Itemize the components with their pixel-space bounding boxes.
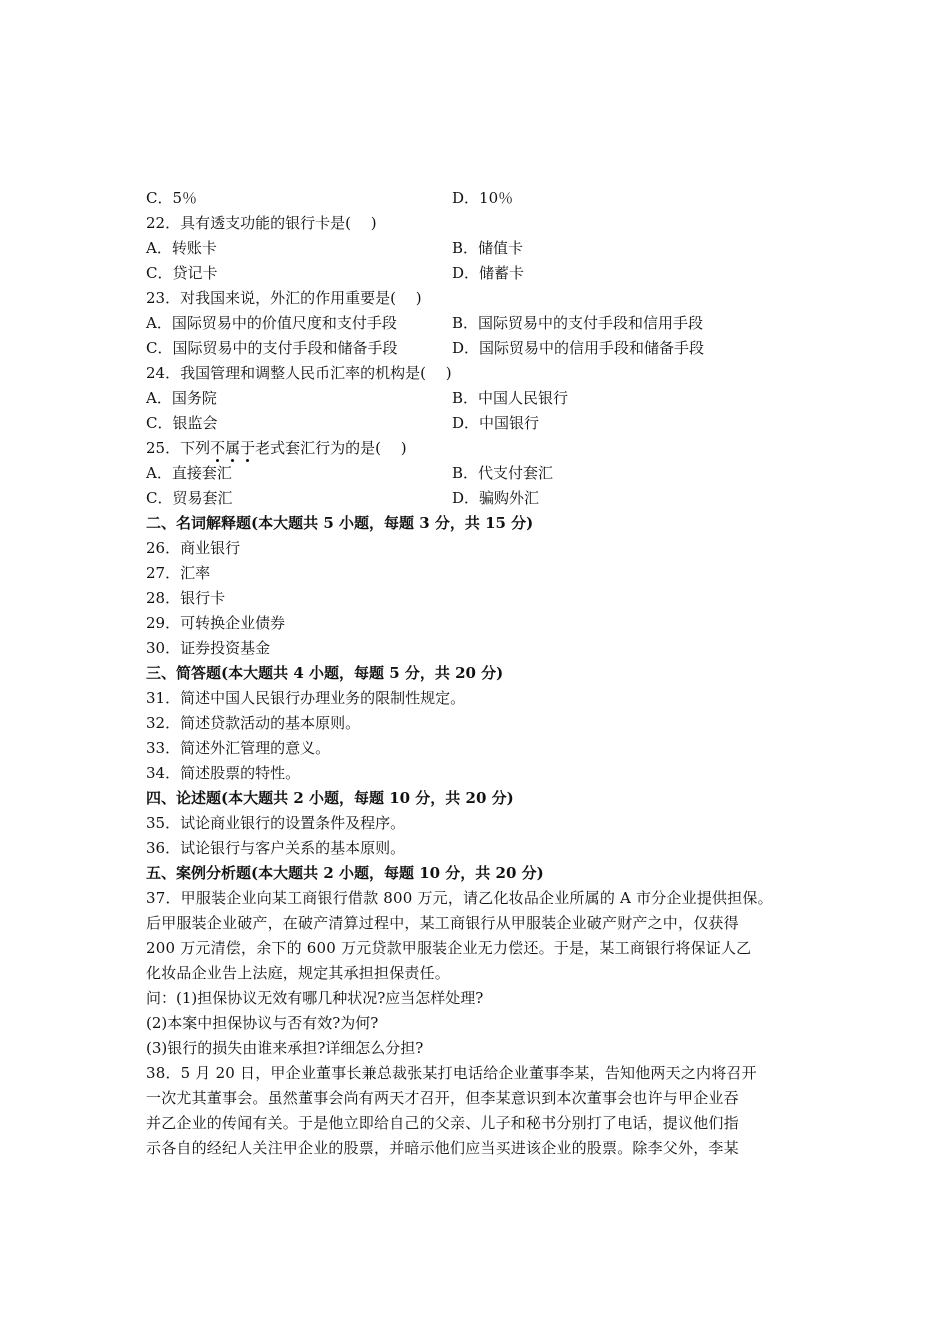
section2-item: 27．汇率	[146, 564, 211, 582]
q22-option-a: A．转账卡	[146, 239, 217, 257]
q37-line: 化妆品企业告上法庭，规定其承担担保责任。	[146, 964, 451, 982]
section5-heading: 五、案例分析题(本大题共 2 小题，每题 10 分，共 20 分)	[146, 864, 544, 882]
section3-item: 32．简述贷款活动的基本原则。	[146, 714, 361, 732]
q24-option-c: C．银监会	[146, 414, 218, 432]
q37-line: 37．甲服装企业向某工商银行借款 800 万元，请乙化妆品企业所属的 A 市分企业提供担保。	[146, 889, 773, 907]
section3-item: 34．简述股票的特性。	[146, 764, 301, 782]
q38-line: 示各自的经纪人关注甲企业的股票，并暗示他们应当买进该企业的股票。除李父外，李某	[146, 1139, 739, 1157]
section3-item: 31．简述中国人民银行办理业务的限制性规定。	[146, 689, 466, 707]
q25-option-a: A．直接套汇	[146, 464, 232, 482]
q38-line: 一次尤其董事会。虽然董事会尚有两天才召开，但李某意识到本次董事会也许与甲企业吞	[146, 1089, 739, 1107]
q22-option-d: D．储蓄卡	[452, 264, 525, 282]
q37-line: 后甲服装企业破产，在破产清算过程中，某工商银行从甲服装企业破产财产之中，仅获得	[146, 914, 739, 932]
section4-heading: 四、论述题(本大题共 2 小题，每题 10 分，共 20 分)	[146, 789, 514, 807]
q37-question: (3)银行的损失由谁来承担?详细怎么分担?	[146, 1039, 424, 1057]
q37-question: (2)本案中担保协议与否有效?为何?	[146, 1014, 379, 1032]
q25-stem-emphasis	[210, 439, 255, 457]
q23-option-b: B．国际贸易中的支付手段和信用手段	[452, 314, 704, 332]
q25-stem-prefix: 25．下列	[146, 439, 211, 457]
q22-stem: 22．具有透支功能的银行卡是( )	[146, 214, 377, 232]
q24-option-a: A．国务院	[146, 389, 217, 407]
q21-option-d: D．10％	[452, 189, 514, 207]
q23-option-a: A．国际贸易中的价值尺度和支付手段	[146, 314, 397, 332]
section2-item: 28．银行卡	[146, 589, 226, 607]
q25-stem	[146, 438, 826, 458]
emphasis-dot	[231, 459, 234, 462]
q25-option-c: C．贸易套汇	[146, 489, 233, 507]
q24-option-d: D．中国银行	[452, 414, 540, 432]
q24-option-b: B．中国人民银行	[452, 389, 569, 407]
section3-item: 33．简述外汇管理的意义。	[146, 739, 331, 757]
q21-option-c: C．5％	[146, 189, 198, 207]
section3-heading: 三、简答题(本大题共 4 小题，每题 5 分，共 20 分)	[146, 664, 504, 682]
emphasis-dot	[216, 459, 219, 462]
section2-item: 30．证券投资基金	[146, 639, 271, 657]
q38-line: 38．5 月 20 日，甲企业董事长兼总裁张某打电话给企业董事李某，告知他两天之内将召开	[146, 1064, 757, 1082]
section4-item: 35．试论商业银行的设置条件及程序。	[146, 814, 406, 832]
q25-option-b: B．代支付套汇	[452, 464, 554, 482]
q24-stem: 24．我国管理和调整人民币汇率的机构是( )	[146, 364, 452, 382]
q38-line: 并乙企业的传闻有关。于是他立即给自己的父亲、儿子和秘书分别打了电话，提议他们指	[146, 1114, 739, 1132]
section2-heading: 二、名词解释题(本大题共 5 小题，每题 3 分，共 15 分)	[146, 514, 534, 532]
q25-stem-emphasis-text: 不属于	[210, 439, 256, 457]
q23-stem: 23．对我国来说，外汇的作用重要是( )	[146, 289, 422, 307]
q23-option-c: C．国际贸易中的支付手段和储备手段	[146, 339, 398, 357]
section4-item: 36．试论银行与客户关系的基本原则。	[146, 839, 406, 857]
q37-question: 问：(1)担保协议无效有哪几种状况?应当怎样处理?	[146, 989, 484, 1007]
section2-item: 26．商业银行	[146, 539, 241, 557]
emphasis-dot	[246, 459, 249, 462]
q25-option-d: D．骗购外汇	[452, 489, 540, 507]
q22-option-b: B．储值卡	[452, 239, 524, 257]
q22-option-c: C．贷记卡	[146, 264, 218, 282]
section2-item: 29．可转换企业债券	[146, 614, 286, 632]
q37-line: 200 万元清偿，余下的 600 万元贷款甲服装企业无力偿还。于是，某工商银行将保证人乙	[146, 939, 752, 957]
q23-option-d: D．国际贸易中的信用手段和储备手段	[452, 339, 705, 357]
q25-stem-suffix: 老式套汇行为的是( )	[255, 439, 407, 457]
